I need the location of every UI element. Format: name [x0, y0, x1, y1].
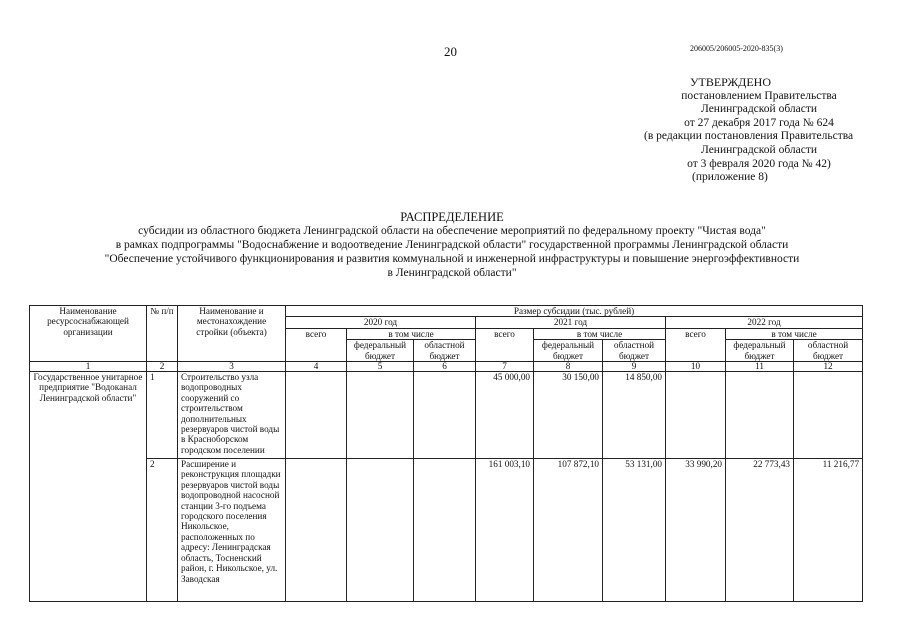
- value-cell: 30 150,00: [534, 372, 603, 459]
- column-number: 3: [178, 362, 286, 372]
- value-cell: 107 872,10: [534, 459, 603, 602]
- header-year-2022: 2022 год: [666, 317, 863, 328]
- column-number: 10: [666, 362, 726, 372]
- value-cell: [286, 459, 347, 602]
- page-number: 20: [444, 44, 457, 59]
- column-number: 2: [147, 362, 178, 372]
- value-cell: [414, 459, 476, 602]
- column-number: 4: [286, 362, 347, 372]
- column-number: 9: [603, 362, 666, 372]
- column-number: 11: [726, 362, 794, 372]
- header-federal: федеральный бюджет: [726, 340, 794, 362]
- header-including: в том числе: [534, 328, 666, 339]
- value-cell: 53 131,00: [603, 459, 666, 602]
- value-cell: 33 990,20: [666, 459, 726, 602]
- header-object: Наименование и местонахождение стройки (объекта): [178, 306, 286, 362]
- org-name-cell: Государственное унитарное предприятие "Водоканал Ленинградской области": [30, 372, 147, 602]
- heading-line: в рамках подпрограммы "Водоснабжение и водоотведение Ленинградской области" государственной программы Ленинградской области: [115, 239, 789, 251]
- row-number-cell: 1: [147, 372, 178, 459]
- header-including: в том числе: [726, 328, 863, 339]
- column-number-row: [30, 362, 863, 372]
- value-cell: [286, 372, 347, 459]
- value-cell: [666, 372, 726, 459]
- approval-line: от 27 декабря 2017 года № 624: [684, 116, 834, 129]
- value-cell: [794, 372, 863, 459]
- column-number: 6: [414, 362, 476, 372]
- column-number: 7: [476, 362, 534, 372]
- value-cell: 161 003,10: [476, 459, 534, 602]
- object-cell: Расширение и реконструкция площадки резервуаров чистой воды водопроводной насосной станции 3-го подъема городского поселения Никольское, расположенных по адресу: Ленинградская область, Тосненский район, г. Никольское, ул. Заводская: [178, 459, 286, 602]
- header-year-2020: 2020 год: [286, 317, 476, 328]
- table-row: [30, 459, 863, 602]
- approval-title: УТВЕРЖДЕНО: [690, 75, 772, 89]
- approval-line: Ленинградской области: [700, 103, 818, 116]
- value-cell: [347, 372, 414, 459]
- document-code: 206005/206005-2020-835(3): [690, 44, 783, 53]
- header-including: в том числе: [347, 328, 476, 339]
- value-cell: 45 000,00: [476, 372, 534, 459]
- approval-line: Ленинградской области: [700, 143, 818, 156]
- value-cell: 11 216,77: [794, 459, 863, 602]
- header-org: Наименование ресурсоснабжающей организации: [30, 306, 147, 362]
- row-number-cell: 2: [147, 459, 178, 602]
- heading-title: РАСПРЕДЕЛЕНИЕ: [400, 210, 504, 224]
- approval-line: постановлением Правительства: [681, 89, 837, 102]
- document-heading: [60, 210, 844, 280]
- header-regional: областной бюджет: [794, 340, 863, 362]
- header-regional: областной бюджет: [603, 340, 666, 362]
- column-number: 8: [534, 362, 603, 372]
- value-cell: [414, 372, 476, 459]
- approval-line: (в редакции постановления Правительства: [644, 130, 854, 143]
- header-federal: федеральный бюджет: [347, 340, 414, 362]
- heading-line: "Обеспечение устойчивого функционирования и развития коммунальной и инженерной инфраструктуры и повышение энергоэффективности: [104, 253, 800, 265]
- approval-line: от 3 февраля 2020 года № 42): [687, 157, 831, 170]
- header-total: всего: [286, 328, 347, 361]
- value-cell: [726, 372, 794, 459]
- header-year-2021: 2021 год: [476, 317, 666, 328]
- table-row: [30, 372, 863, 459]
- heading-line: субсидии из областного бюджета Ленинградской области на обеспечение мероприятий по федеральному проекту "Чистая вода": [138, 225, 766, 237]
- header-regional: областной бюджет: [414, 340, 476, 362]
- value-cell: 22 773,43: [726, 459, 794, 602]
- column-number: 12: [794, 362, 863, 372]
- object-cell: Строительство узла водопроводных сооружений со строительством дополнительных резервуаров чистой воды в Красноборском городском поселении: [178, 372, 286, 459]
- approval-annex: (приложение 8): [692, 171, 768, 184]
- column-number: 5: [347, 362, 414, 372]
- value-cell: [347, 459, 414, 602]
- approval-stamp: [644, 76, 874, 185]
- header-federal: федеральный бюджет: [534, 340, 603, 362]
- header-subsidy: Размер субсидии (тыс. рублей): [286, 306, 863, 317]
- value-cell: 14 850,00: [603, 372, 666, 459]
- subsidy-table: [29, 305, 863, 602]
- column-number: 1: [30, 362, 147, 372]
- header-number: № п/п: [147, 306, 178, 362]
- heading-line: в Ленинградской области": [387, 267, 517, 279]
- header-total: всего: [476, 328, 534, 361]
- header-total: всего: [666, 328, 726, 361]
